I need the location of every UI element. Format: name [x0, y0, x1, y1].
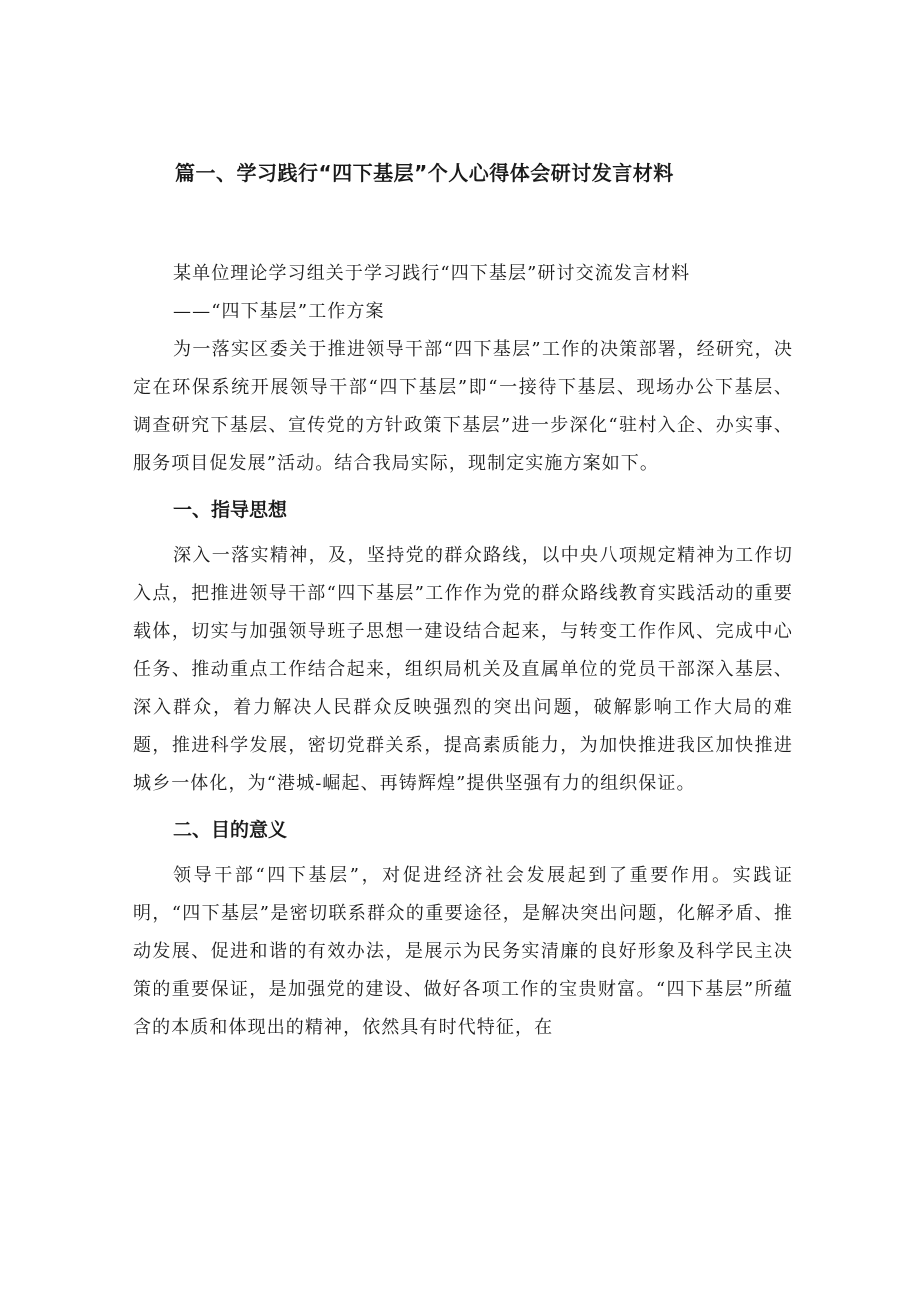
section-heading-guiding-thought: 一、指导思想	[173, 499, 288, 521]
document-body	[133, 255, 793, 1047]
document-title: 篇一、学习践行“四下基层”个人心得体会研讨发言材料	[175, 161, 674, 185]
section-paragraph-guiding-thought: 深入一落实精神，及，坚持党的群众路线，以中央八项规定精神为工作切入点，把推进领导干部“四下基层”工作作为党的群众路线教育实践活动的重要载体，切实与加强领导班子思想一建设结合起来，与转变工作作风、完成中心任务、推动重点工作结合起来，组织局机关及直属单位的党员干部深入基层、深入群众，着力解决人民群众反映强烈的突出问题，破解影响工作大局的难题，推进科学发展，密切党群关系，提高素质能力，为加快推进我区加快推进城乡一体化，为“港城-崛起、再铸辉煌”提供坚强有力的组织保证。	[133, 545, 793, 794]
section-paragraph-purpose: 领导干部“四下基层”，对促进经济社会发展起到了重要作用。实践证明，“四下基层”是密切联系群众的重要途径，是解决突出问题，化解矛盾、推动发展、促进和谐的有效办法，是展示为民务实清廉的良好形象及科学民主决策的重要保证，是加强党的建设、做好各项工作的宝贵财富。“四下基层”所蕴含的本质和体现出的精神，依然具有时代特征，在	[133, 865, 793, 1038]
intro-paragraph: 为一落实区委关于推进领导干部“四下基层”工作的决策部署，经研究，决定在环保系统开展领导干部“四下基层”即“一接待下基层、现场办公下基层、调查研究下基层、宣传党的方针政策下基层”进一步深化“驻村入企、办实事、服务项目促发展”活动。结合我局实际，现制定实施方案如下。	[133, 339, 793, 474]
document-sub-heading: ——“四下基层”工作方案	[173, 301, 385, 322]
document-subtitle: 某单位理论学习组关于学习践行“四下基层”研讨交流发言材料	[173, 263, 691, 284]
section-heading-purpose: 二、目的意义	[173, 819, 288, 841]
